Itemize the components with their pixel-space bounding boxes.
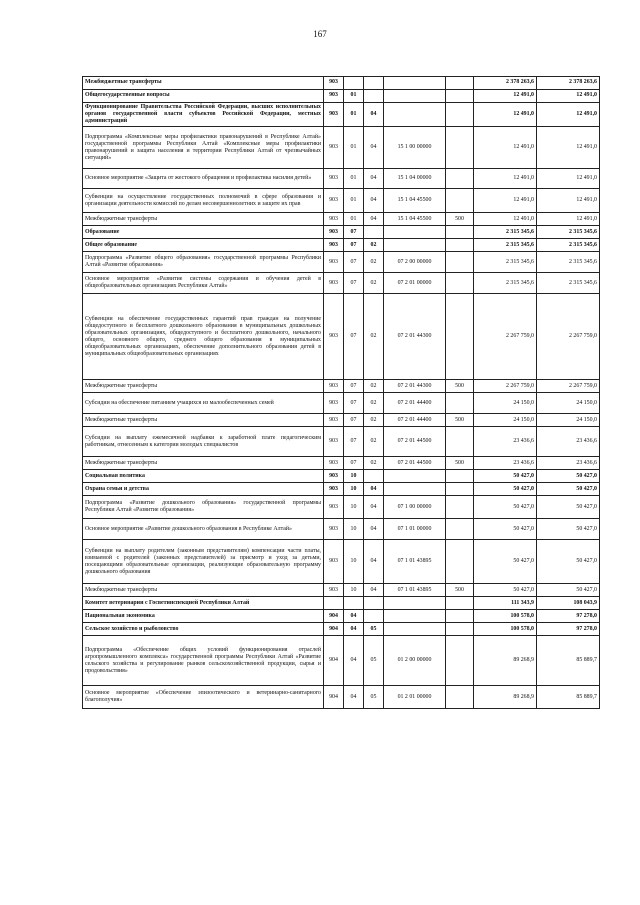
expense-type-code — [446, 623, 474, 636]
section-code: 07 — [344, 226, 364, 239]
section-code: 07 — [344, 380, 364, 393]
subsection-code: 04 — [364, 483, 384, 496]
subsection-code: 04 — [364, 496, 384, 519]
table-row — [83, 623, 600, 636]
section-code — [344, 77, 364, 90]
amount-year1: 50 427,0 — [474, 470, 537, 483]
expense-type-code — [446, 77, 474, 90]
table-row — [83, 90, 600, 103]
amount-year1: 23 436,6 — [474, 427, 537, 457]
expense-type-code — [446, 189, 474, 213]
table-row — [83, 597, 600, 610]
table-row — [83, 213, 600, 226]
amount-year1: 12 491,0 — [474, 189, 537, 213]
admin-code: 904 — [324, 623, 344, 636]
expense-type-code — [446, 169, 474, 189]
subsection-code: 02 — [364, 252, 384, 273]
section-code: 07 — [344, 239, 364, 252]
target-article-code: 07 2 01 00000 — [384, 273, 446, 294]
section-code: 07 — [344, 414, 364, 427]
row-name: Национальная экономика — [83, 610, 324, 623]
table-row — [83, 457, 600, 470]
admin-code: 903 — [324, 540, 344, 584]
expense-type-code — [446, 610, 474, 623]
expense-type-code — [446, 127, 474, 169]
row-name: Функционирование Правительства Российской Федерации, высших исполнительных органов государственной власти субъектов Российской Федерации, местных администраций — [83, 103, 324, 127]
admin-code: 903 — [324, 213, 344, 226]
amount-year2: 50 427,0 — [537, 584, 600, 597]
admin-code: 903 — [324, 414, 344, 427]
admin-code: 903 — [324, 294, 344, 380]
amount-year2: 85 889,7 — [537, 636, 600, 686]
subsection-code: 04 — [364, 169, 384, 189]
admin-code: 903 — [324, 77, 344, 90]
admin-code: 903 — [324, 273, 344, 294]
section-code: 10 — [344, 470, 364, 483]
expense-type-code — [446, 470, 474, 483]
subsection-code: 04 — [364, 189, 384, 213]
amount-year2: 97 278,0 — [537, 623, 600, 636]
subsection-code: 04 — [364, 213, 384, 226]
admin-code: 903 — [324, 226, 344, 239]
expense-type-code — [446, 597, 474, 610]
admin-code: 903 — [324, 470, 344, 483]
target-article-code — [384, 597, 446, 610]
expense-type-code: 500 — [446, 457, 474, 470]
expense-type-code — [446, 483, 474, 496]
table-row — [83, 252, 600, 273]
admin-code: 903 — [324, 103, 344, 127]
row-name: Межбюджетные трансферты — [83, 213, 324, 226]
target-article-code — [384, 610, 446, 623]
subsection-code — [364, 597, 384, 610]
expense-type-code — [446, 226, 474, 239]
target-article-code: 07 1 01 43895 — [384, 584, 446, 597]
table-row — [83, 294, 600, 380]
row-name: Социальная политика — [83, 470, 324, 483]
subsection-code — [364, 226, 384, 239]
table-row — [83, 496, 600, 519]
amount-year2: 23 436,6 — [537, 427, 600, 457]
amount-year2: 12 491,0 — [537, 103, 600, 127]
amount-year1: 89 268,9 — [474, 686, 537, 709]
subsection-code: 04 — [364, 103, 384, 127]
admin-code: 903 — [324, 496, 344, 519]
target-article-code: 07 2 01 44300 — [384, 294, 446, 380]
table-row — [83, 584, 600, 597]
row-name: Сельское хозяйство и рыболовство — [83, 623, 324, 636]
expense-type-code — [446, 686, 474, 709]
amount-year2: 50 427,0 — [537, 483, 600, 496]
section-code: 01 — [344, 127, 364, 169]
target-article-code: 07 1 01 00000 — [384, 519, 446, 540]
expense-type-code — [446, 273, 474, 294]
target-article-code: 07 2 01 44400 — [384, 393, 446, 414]
subsection-code: 04 — [364, 540, 384, 584]
section-code: 07 — [344, 273, 364, 294]
table-row — [83, 414, 600, 427]
subsection-code: 02 — [364, 380, 384, 393]
table-row — [83, 380, 600, 393]
table-row — [83, 470, 600, 483]
subsection-code: 05 — [364, 636, 384, 686]
target-article-code: 07 2 01 44500 — [384, 427, 446, 457]
expense-type-code: 500 — [446, 584, 474, 597]
amount-year1: 2 267 759,0 — [474, 380, 537, 393]
expense-type-code — [446, 519, 474, 540]
amount-year2: 50 427,0 — [537, 540, 600, 584]
subsection-code: 02 — [364, 427, 384, 457]
section-code: 04 — [344, 686, 364, 709]
admin-code: 903 — [324, 584, 344, 597]
admin-code: 903 — [324, 380, 344, 393]
amount-year2: 12 491,0 — [537, 189, 600, 213]
target-article-code: 15 1 04 00000 — [384, 169, 446, 189]
target-article-code — [384, 77, 446, 90]
section-code: 01 — [344, 103, 364, 127]
row-name: Основное мероприятие «Обеспечение эпизоотического и ветеринарно-санитарного благополучия» — [83, 686, 324, 709]
admin-code: 903 — [324, 127, 344, 169]
amount-year1: 12 491,0 — [474, 127, 537, 169]
row-name: Субсидии на обеспечение питанием учащихся из малообеспеченных семей — [83, 393, 324, 414]
target-article-code: 01 2 01 00000 — [384, 686, 446, 709]
row-name: Подпрограмма «Обеспечение общих условий функционирования отраслей агропромышленного комплекса» государственной программы Республики Алтай «Развитие сельского хозяйства и регулирование рынков сельскохозяйственной продукции, сырья и продовольствия» — [83, 636, 324, 686]
subsection-code: 02 — [364, 414, 384, 427]
admin-code — [324, 597, 344, 610]
amount-year2: 2 378 263,6 — [537, 77, 600, 90]
amount-year2: 23 436,6 — [537, 457, 600, 470]
row-name: Межбюджетные трансферты — [83, 414, 324, 427]
admin-code: 903 — [324, 90, 344, 103]
row-name: Подпрограмма «Развитие общего образования» государственной программы Республики Алтай «Развитие образования» — [83, 252, 324, 273]
table-row — [83, 483, 600, 496]
section-code: 04 — [344, 623, 364, 636]
amount-year2: 12 491,0 — [537, 169, 600, 189]
amount-year2: 50 427,0 — [537, 519, 600, 540]
expense-type-code — [446, 252, 474, 273]
expense-type-code — [446, 103, 474, 127]
admin-code: 903 — [324, 483, 344, 496]
admin-code: 903 — [324, 252, 344, 273]
amount-year1: 23 436,6 — [474, 457, 537, 470]
amount-year2: 2 267 759,0 — [537, 380, 600, 393]
subsection-code: 02 — [364, 273, 384, 294]
amount-year2: 50 427,0 — [537, 496, 600, 519]
amount-year2: 2 315 345,6 — [537, 252, 600, 273]
subsection-code: 04 — [364, 584, 384, 597]
amount-year2: 2 315 345,6 — [537, 226, 600, 239]
amount-year1: 2 315 345,6 — [474, 273, 537, 294]
row-name: Подпрограмма «Комплексные меры профилактики правонарушений в Республике Алтай» государственной программы Республики Алтай «Комплексные меры профилактики правонарушений и защита населения и территории Республики Алтай от чрезвычайных ситуаций» — [83, 127, 324, 169]
amount-year2: 2 315 345,6 — [537, 239, 600, 252]
admin-code: 903 — [324, 457, 344, 470]
target-article-code — [384, 239, 446, 252]
target-article-code: 15 1 04 45500 — [384, 189, 446, 213]
table-row — [83, 540, 600, 584]
expense-type-code — [446, 540, 474, 584]
section-code: 01 — [344, 189, 364, 213]
amount-year2: 2 267 759,0 — [537, 294, 600, 380]
admin-code: 904 — [324, 636, 344, 686]
subsection-code — [364, 610, 384, 623]
amount-year2: 24 150,0 — [537, 393, 600, 414]
budget-table — [82, 76, 600, 709]
row-name: Субвенции на обеспечение государственных гарантий прав граждан на получение общедоступного и бесплатного дошкольного образования в муниципальных дошкольных образовательных организациях, общедоступного и бесплатного дошкольного, начального общего, основного общего, среднего общего образования в муниципальных общеобразовательных организациях, обеспечение дополнительного образования детей в муниципальных общеобразовательных организациях — [83, 294, 324, 380]
target-article-code: 07 1 01 43895 — [384, 540, 446, 584]
subsection-code — [364, 470, 384, 483]
amount-year1: 12 491,0 — [474, 103, 537, 127]
target-article-code: 07 2 00 00000 — [384, 252, 446, 273]
table-row — [83, 239, 600, 252]
subsection-code: 02 — [364, 239, 384, 252]
row-name: Основное мероприятие «Защита от жестокого обращения и профилактика насилия детей» — [83, 169, 324, 189]
amount-year1: 50 427,0 — [474, 483, 537, 496]
target-article-code: 15 1 04 45500 — [384, 213, 446, 226]
table-row — [83, 636, 600, 686]
expense-type-code — [446, 239, 474, 252]
subsection-code: 04 — [364, 519, 384, 540]
target-article-code: 07 2 01 44400 — [384, 414, 446, 427]
amount-year2: 12 491,0 — [537, 90, 600, 103]
section-code: 10 — [344, 496, 364, 519]
target-article-code — [384, 90, 446, 103]
amount-year2: 108 043,9 — [537, 597, 600, 610]
section-code: 10 — [344, 483, 364, 496]
section-code: 07 — [344, 457, 364, 470]
table-row — [83, 427, 600, 457]
row-name: Подпрограмма «Развитие дошкольного образования» государственной программы Республики Алтай «Развитие образования» — [83, 496, 324, 519]
table-row — [83, 103, 600, 127]
row-name: Образование — [83, 226, 324, 239]
amount-year1: 50 427,0 — [474, 496, 537, 519]
expense-type-code — [446, 427, 474, 457]
target-article-code — [384, 103, 446, 127]
subsection-code: 05 — [364, 686, 384, 709]
expense-type-code — [446, 636, 474, 686]
amount-year2: 24 150,0 — [537, 414, 600, 427]
row-name: Охрана семьи и детства — [83, 483, 324, 496]
section-code: 10 — [344, 584, 364, 597]
admin-code: 903 — [324, 393, 344, 414]
admin-code: 904 — [324, 610, 344, 623]
target-article-code: 07 2 01 44500 — [384, 457, 446, 470]
subsection-code: 02 — [364, 457, 384, 470]
row-name: Межбюджетные трансферты — [83, 77, 324, 90]
row-name: Субвенции на выплату родителям (законным представителям) компенсации части платы, взимаемой с родителей (законных представителей) за присмотр и уход за детьми, посещающими образовательные организации, реализующие образовательную программу дошкольного образования — [83, 540, 324, 584]
expense-type-code — [446, 496, 474, 519]
target-article-code — [384, 226, 446, 239]
row-name: Субвенции на осуществление государственных полномочий в сфере образования и организации деятельности комиссий по делам несовершеннолетних и защите их прав — [83, 189, 324, 213]
row-name: Общегосударственные вопросы — [83, 90, 324, 103]
target-article-code: 01 2 00 00000 — [384, 636, 446, 686]
row-name: Субсидии на выплату ежемесячной надбавки к заработной плате педагогическим работникам, отнесенным к категории молодых специалистов — [83, 427, 324, 457]
row-name: Межбюджетные трансферты — [83, 380, 324, 393]
table-row — [83, 610, 600, 623]
amount-year1: 2 267 759,0 — [474, 294, 537, 380]
table-row — [83, 189, 600, 213]
target-article-code — [384, 623, 446, 636]
amount-year1: 111 343,9 — [474, 597, 537, 610]
page-number: 167 — [313, 29, 327, 39]
section-code: 07 — [344, 294, 364, 380]
amount-year1: 50 427,0 — [474, 540, 537, 584]
target-article-code: 15 1 00 00000 — [384, 127, 446, 169]
amount-year1: 50 427,0 — [474, 584, 537, 597]
table-row — [83, 393, 600, 414]
subsection-code: 04 — [364, 127, 384, 169]
amount-year1: 12 491,0 — [474, 90, 537, 103]
amount-year1: 100 578,0 — [474, 623, 537, 636]
section-code: 07 — [344, 427, 364, 457]
amount-year1: 100 578,0 — [474, 610, 537, 623]
section-code: 01 — [344, 213, 364, 226]
row-name: Межбюджетные трансферты — [83, 584, 324, 597]
admin-code: 903 — [324, 239, 344, 252]
expense-type-code: 500 — [446, 414, 474, 427]
amount-year2: 85 889,7 — [537, 686, 600, 709]
table-row — [83, 226, 600, 239]
section-code: 04 — [344, 636, 364, 686]
expense-type-code — [446, 294, 474, 380]
amount-year1: 12 491,0 — [474, 169, 537, 189]
admin-code: 904 — [324, 686, 344, 709]
target-article-code: 07 1 00 00000 — [384, 496, 446, 519]
expense-type-code — [446, 393, 474, 414]
section-code — [344, 597, 364, 610]
table-row — [83, 686, 600, 709]
amount-year1: 89 268,9 — [474, 636, 537, 686]
amount-year1: 24 150,0 — [474, 414, 537, 427]
target-article-code — [384, 470, 446, 483]
amount-year1: 50 427,0 — [474, 519, 537, 540]
amount-year1: 2 315 345,6 — [474, 252, 537, 273]
amount-year1: 12 491,0 — [474, 213, 537, 226]
expense-type-code — [446, 90, 474, 103]
subsection-code: 05 — [364, 623, 384, 636]
target-article-code: 07 2 01 44300 — [384, 380, 446, 393]
admin-code: 903 — [324, 519, 344, 540]
section-code: 10 — [344, 519, 364, 540]
amount-year1: 24 150,0 — [474, 393, 537, 414]
table-row — [83, 169, 600, 189]
amount-year2: 97 278,0 — [537, 610, 600, 623]
section-code: 07 — [344, 393, 364, 414]
row-name: Основное мероприятие «Развитие дошкольного образования в Республике Алтай» — [83, 519, 324, 540]
amount-year1: 2 378 263,6 — [474, 77, 537, 90]
amount-year2: 12 491,0 — [537, 213, 600, 226]
subsection-code — [364, 77, 384, 90]
amount-year1: 2 315 345,6 — [474, 239, 537, 252]
table-row — [83, 127, 600, 169]
section-code: 04 — [344, 610, 364, 623]
admin-code: 903 — [324, 189, 344, 213]
row-name: Основное мероприятие «Развитие системы содержания и обучения детей в общеобразовательных организациях Республики Алтай» — [83, 273, 324, 294]
table-row — [83, 77, 600, 90]
admin-code: 903 — [324, 169, 344, 189]
table-row — [83, 273, 600, 294]
section-code: 01 — [344, 90, 364, 103]
amount-year2: 50 427,0 — [537, 470, 600, 483]
subsection-code: 02 — [364, 393, 384, 414]
amount-year1: 2 315 345,6 — [474, 226, 537, 239]
admin-code: 903 — [324, 427, 344, 457]
amount-year2: 2 315 345,6 — [537, 273, 600, 294]
target-article-code — [384, 483, 446, 496]
row-name: Общее образование — [83, 239, 324, 252]
section-code: 07 — [344, 252, 364, 273]
subsection-code — [364, 90, 384, 103]
table-row — [83, 519, 600, 540]
section-code: 01 — [344, 169, 364, 189]
expense-type-code: 500 — [446, 380, 474, 393]
subsection-code: 02 — [364, 294, 384, 380]
amount-year2: 12 491,0 — [537, 127, 600, 169]
section-code: 10 — [344, 540, 364, 584]
row-name: Межбюджетные трансферты — [83, 457, 324, 470]
row-name: Комитет ветеринарии с Госветинспекцией Республики Алтай — [83, 597, 324, 610]
expense-type-code: 500 — [446, 213, 474, 226]
